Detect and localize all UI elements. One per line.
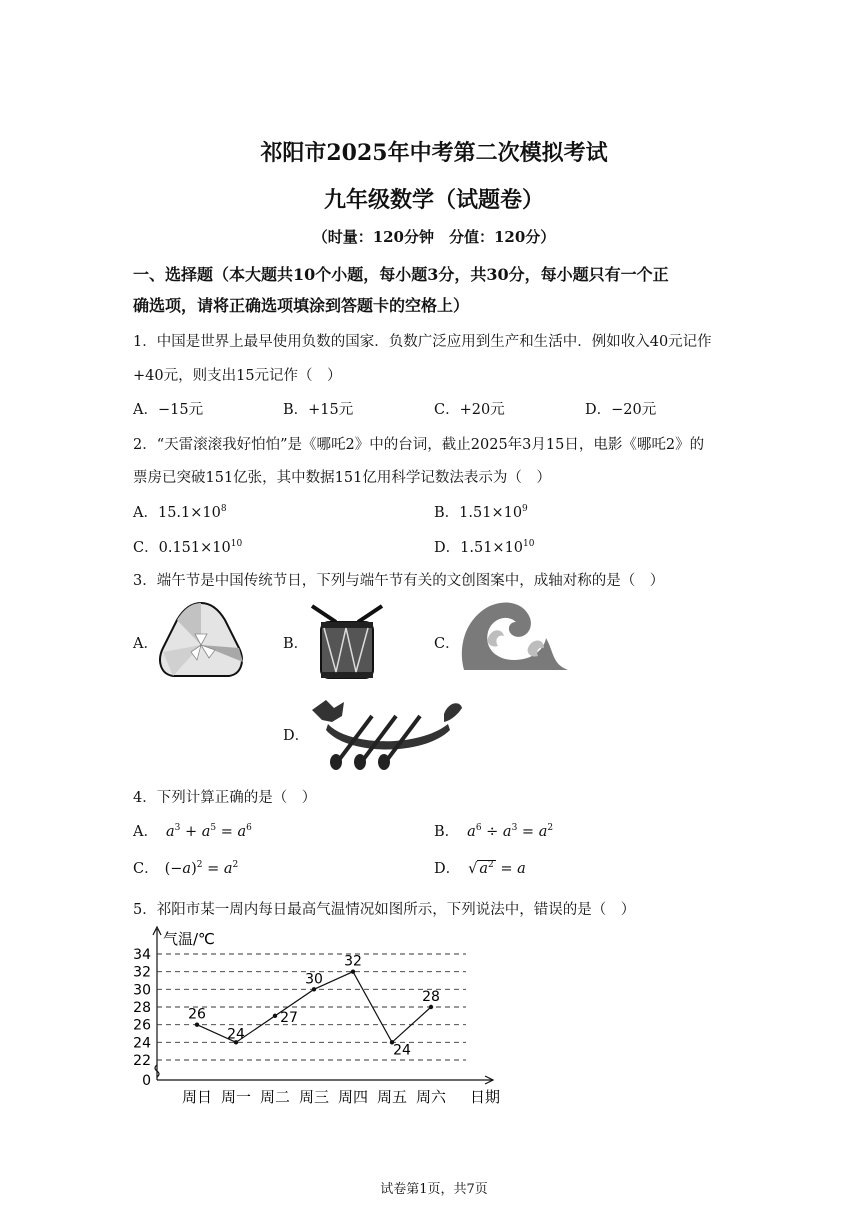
y-axis-label: 气温/℃ (163, 930, 215, 948)
q1-stem-line2: +40元，则支出15元记作（ ） (133, 368, 342, 384)
data-point (273, 1014, 277, 1018)
data-label: 24 (227, 1026, 245, 1043)
x-tick-label: 周一 (220, 1088, 252, 1106)
q2-stem-line2: 票房已突破151亿张，其中数据151亿用科学记数法表示为（ ） (133, 470, 551, 486)
q4-option-a: A． $a^3 + a^5 = a^6$ (133, 823, 252, 840)
x-tick-label: 周日 (181, 1088, 213, 1106)
q3-stem: 3．端午节是中国传统节日，下列与端午节有关的文创图案中，成轴对称的是（ ） (133, 573, 665, 589)
x-tick-label: 周四 (337, 1088, 369, 1106)
x-axis-label: 日期 (470, 1088, 501, 1106)
data-point (429, 1005, 433, 1009)
exam-subtitle: 九年级数学（试题卷） (323, 187, 544, 213)
y-tick-label: 26 (133, 1017, 151, 1034)
x-tick-label: 周五 (376, 1088, 408, 1106)
dragon-drum-icon (306, 600, 388, 682)
data-point (195, 1022, 199, 1026)
q3-option-d-label: D． (283, 728, 310, 744)
data-label: 24 (393, 1042, 411, 1059)
zongzi-icon (157, 600, 245, 680)
q1-option-b: B．+15元 (283, 402, 354, 418)
q1-option-c: C．+20元 (434, 402, 505, 418)
q2-option-c: C．$0.151\times 10^{10}$ (133, 539, 243, 556)
x-tick-label: 周六 (415, 1088, 447, 1106)
q3-option-b-label: B． (283, 636, 309, 652)
exam-meta: （时量：120分钟 分值：120分） (312, 228, 556, 246)
data-point (351, 969, 355, 973)
y-tick-label: 34 (133, 947, 151, 963)
data-point (312, 987, 316, 991)
y-tick-label: 28 (133, 1000, 151, 1016)
y-tick-label: 32 (133, 964, 151, 981)
data-label: 26 (188, 1006, 206, 1023)
q2-option-d: D．$1.51\times 10^{10}$ (434, 539, 535, 556)
data-label: 28 (422, 989, 440, 1005)
page-footer: 试卷第1页，共7页 (380, 1182, 488, 1197)
q3-option-a-label: A． (133, 636, 158, 652)
q2-option-b: B．$1.51\times 10^9$ (434, 504, 528, 521)
q4-option-d: D． √ $a^2 = a$ (434, 860, 526, 877)
q1-option-a: A．−15元 (133, 402, 204, 418)
section-heading-line1: 一、选择题（本大题共10个小题，每小题3分，共30分，每小题只有一个正 (133, 265, 669, 284)
y-tick-label: 0 (142, 1073, 151, 1089)
y-tick-label: 22 (133, 1053, 151, 1069)
q2-stem-line1: 2．“天雷滚滚我好怕怕”是《哪吒2》中的台词，截止2025年3月15日，电影《哪吒2》的 (133, 437, 705, 453)
cloud-wave-icon (458, 598, 570, 678)
data-label: 27 (280, 1009, 298, 1026)
temperature-line-chart (128, 925, 518, 1110)
data-label: 30 (305, 971, 323, 988)
q1-stem-line1: 1．中国是世界上最早使用负数的国家．负数广泛应用到生产和生活中．例如收入40元记作 (133, 334, 712, 350)
q5-stem: 5．祁阳市某一周内每日最高气温情况如图所示，下列说法中，错误的是（ ） (133, 902, 636, 918)
y-tick-label: 24 (133, 1035, 151, 1052)
q1-option-d: D．−20元 (585, 402, 657, 418)
data-label: 32 (344, 953, 362, 970)
q4-option-b: B． $a^6 \div a^3 = a^2$ (434, 823, 554, 840)
q2-option-a: A．$15.1\times 10^8$ (133, 504, 227, 521)
q4-stem: 4．下列计算正确的是（ ） (133, 790, 317, 806)
x-tick-label: 周三 (298, 1088, 330, 1106)
q3-option-c-label: C． (434, 636, 460, 652)
x-tick-label: 周二 (259, 1088, 291, 1106)
q4-option-c: C． $(-a)^2 = a^2$ (133, 860, 239, 877)
exam-title: 祁阳市2025年中考第二次模拟考试 (260, 140, 608, 166)
y-tick-label: 30 (133, 982, 151, 999)
dragon-boat-icon (308, 694, 466, 770)
section-heading-line2: 确选项，请将正确选项填涂到答题卡的空格上） (133, 296, 470, 315)
